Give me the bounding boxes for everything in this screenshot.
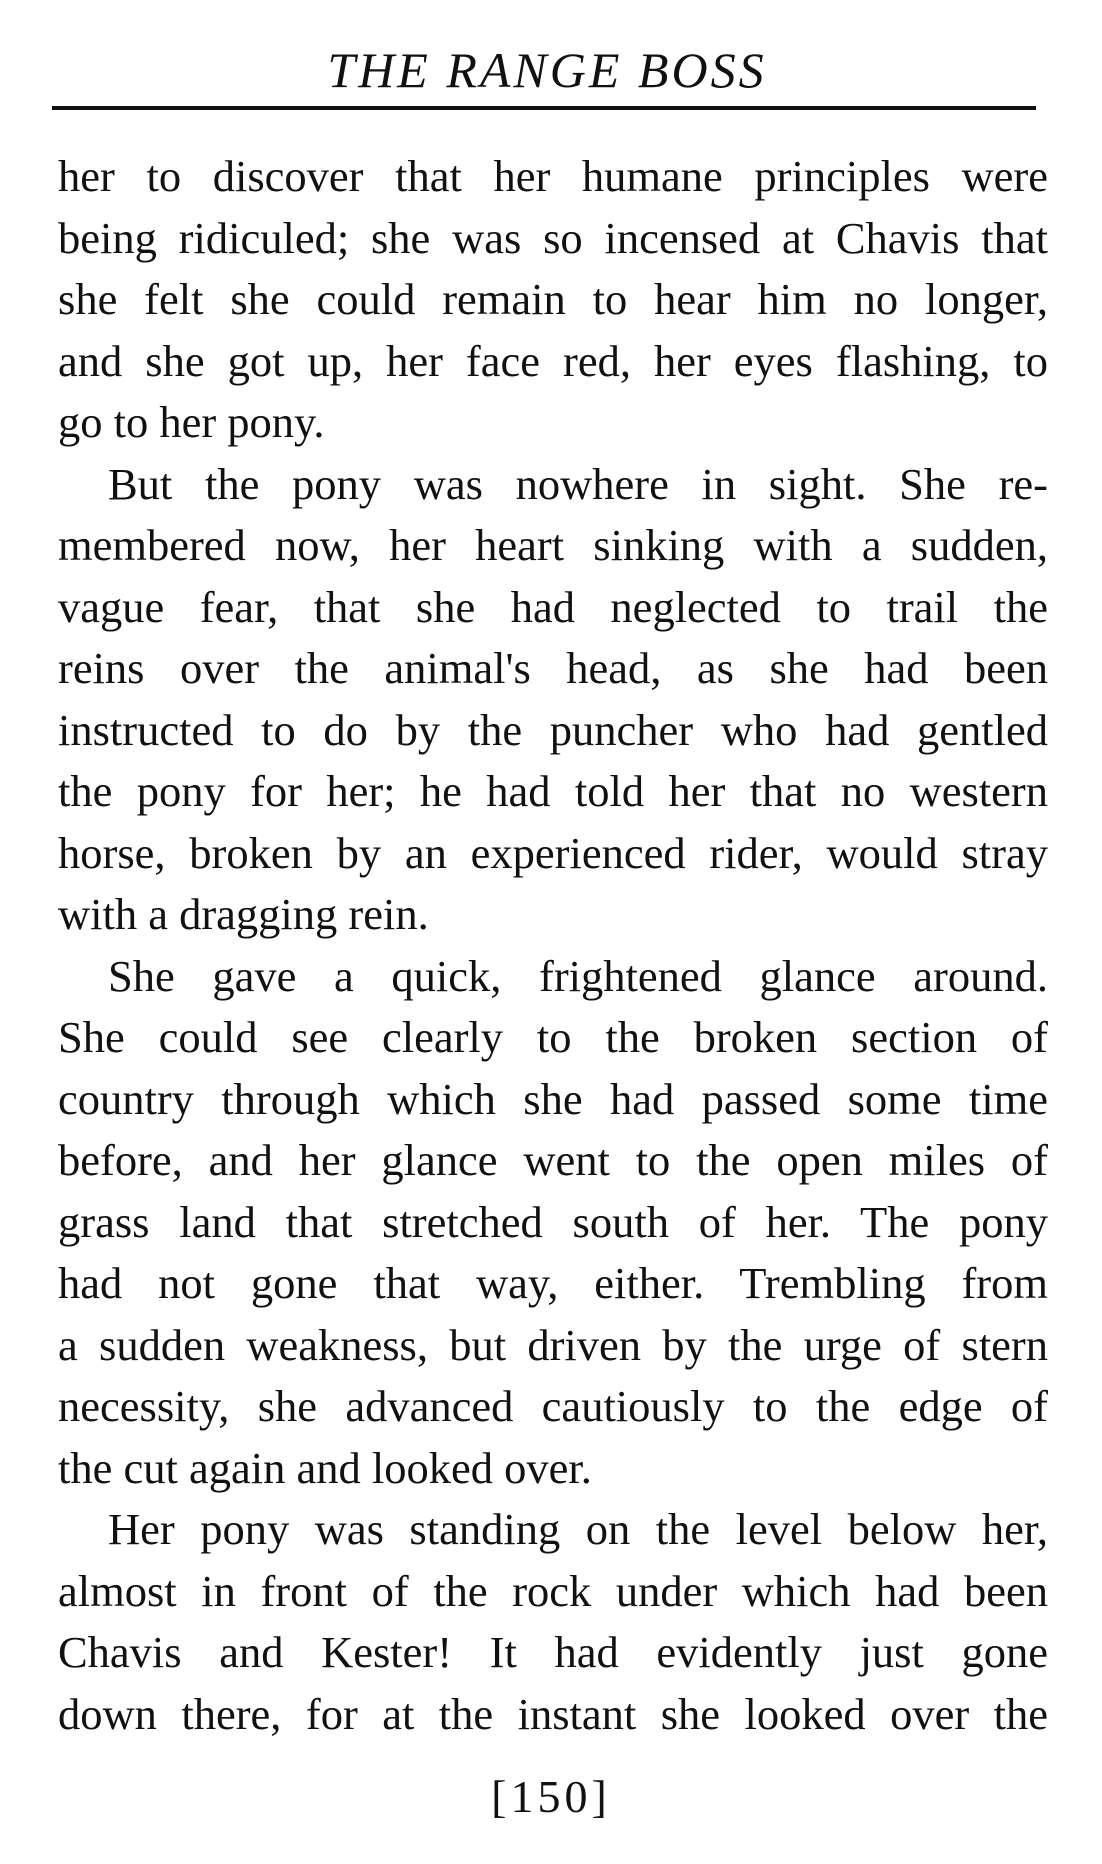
text-line: the cut again and looked over. bbox=[58, 1442, 592, 1493]
text-line: with a dragging rein. bbox=[58, 889, 429, 939]
page-number: [150] bbox=[491, 1771, 611, 1822]
text-line: vague fear, that she had neglected to trail the bbox=[58, 581, 1048, 632]
text-line: the pony for her; he had told her that no western bbox=[58, 766, 1048, 816]
text-line: reins over the animal's head, as she had been bbox=[58, 643, 1048, 693]
paragraph-3 bbox=[58, 946, 1048, 1500]
text-line: had not gone that way, either. Trembling from bbox=[58, 1258, 1048, 1308]
text-line: She gave a quick, frightened glance around. bbox=[108, 950, 1048, 1001]
text-line: membered now, her heart sinking with a sudden, bbox=[58, 520, 1048, 570]
text-line: instructed to do by the puncher who had gentled bbox=[58, 704, 1048, 755]
paragraph-2 bbox=[58, 454, 1048, 946]
text-line: before, and her glance went to the open miles of bbox=[58, 1135, 1048, 1185]
text-line: she felt she could remain to hear him no longer, bbox=[58, 274, 1048, 324]
text-line: her to discover that her humane principles were bbox=[58, 151, 1048, 201]
text-line: and she got up, her face red, her eyes flashing, to bbox=[58, 335, 1048, 386]
text-line: almost in front of the rock under which had been bbox=[58, 1565, 1048, 1616]
text-line: But the pony was nowhere in sight. She re- bbox=[108, 458, 1048, 509]
text-line: Chavis and Kester! It had evidently just gone bbox=[58, 1627, 1048, 1677]
body-text bbox=[58, 146, 1048, 1745]
header-rule bbox=[52, 106, 1036, 110]
text-line: country through which she had passed some time bbox=[58, 1073, 1048, 1124]
paragraph-4 bbox=[58, 1499, 1048, 1745]
text-line: being ridiculed; she was so incensed at Chavis that bbox=[58, 212, 1048, 263]
running-head: THE RANGE BOSS bbox=[327, 42, 767, 98]
text-line: grass land that stretched south of her. The pony bbox=[58, 1196, 1048, 1247]
text-line: Her pony was standing on the level below her, bbox=[108, 1504, 1048, 1554]
text-line: go to her pony. bbox=[58, 397, 325, 447]
text-line: necessity, she advanced cautiously to the edge of bbox=[58, 1381, 1048, 1431]
text-line: She could see clearly to the broken section of bbox=[58, 1012, 1048, 1062]
text-line: a sudden weakness, but driven by the urge of stern bbox=[58, 1319, 1048, 1370]
text-line: horse, broken by an experienced rider, would stray bbox=[58, 827, 1048, 878]
paragraph-1 bbox=[58, 146, 1048, 454]
text-line: down there, for at the instant she looked over the bbox=[58, 1688, 1048, 1739]
